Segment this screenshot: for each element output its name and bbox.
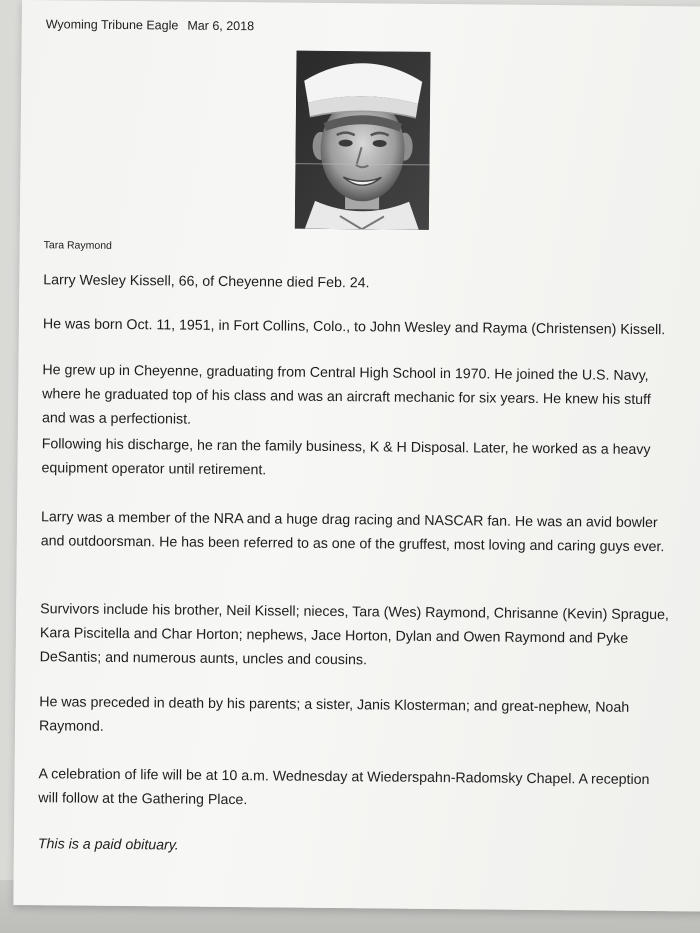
text-line: Larry was a member of the NRA and a huge drag racing and NASCAR fan. He was an avid bowler bbox=[40, 509, 658, 532]
publication-name: Wyoming Tribune Eagle bbox=[45, 17, 179, 33]
paragraph-navy-service bbox=[42, 358, 651, 436]
text-line: equipment operator until retirement. bbox=[41, 460, 267, 479]
article-header bbox=[46, 17, 254, 33]
paragraph-celebration bbox=[38, 762, 649, 816]
publication-date: Mar 6, 2018 bbox=[187, 18, 255, 34]
text-line: A celebration of life will be at 10 a.m. Wednesday at Wiederspahn-Radomsky Chapel. A reception bbox=[38, 766, 650, 789]
text-line: Raymond. bbox=[38, 718, 104, 735]
paragraph-birth bbox=[43, 312, 666, 342]
text-line: He was preceded in death by his parents; a sister, Janis Klosterman; and great-nephew, Noah bbox=[39, 694, 630, 716]
text-line: DeSantis; and numerous aunts, uncles and cousins. bbox=[39, 649, 368, 669]
text-line: will follow at the Gathering Place. bbox=[38, 790, 248, 809]
paragraph-death-notice bbox=[43, 268, 369, 295]
portrait-photo-icon bbox=[295, 51, 431, 230]
text-line: and was a perfectionist. bbox=[41, 410, 192, 428]
byline: Tara Raymond bbox=[43, 239, 112, 252]
text-line: He was born Oct. 11, 1951, in Fort Collins, Colo., to John Wesley and Rayma (Christensen) Kissell. bbox=[42, 316, 666, 339]
paragraph-survivors bbox=[40, 597, 669, 675]
text-line: He grew up in Cheyenne, graduating from Central High School in 1970. He joined the U.S. Navy, bbox=[42, 362, 649, 385]
text-line: and outdoorsman. He has been referred to as one of the gruffest, most loving and caring guys ever. bbox=[40, 533, 665, 556]
text-line: Larry Wesley Kissell, 66, of Cheyenne died Feb. 24. bbox=[43, 272, 370, 292]
paid-obituary-note bbox=[38, 832, 179, 857]
paragraph-preceded bbox=[39, 690, 629, 744]
text-line: Survivors include his brother, Neil Kissell; nieces, Tara (Wes) Raymond, Chrisanne (Kevin) Sprague, bbox=[40, 601, 669, 624]
paragraph-career bbox=[41, 432, 650, 486]
text-line: where he graduated top of his class and was an aircraft mechanic for six years. He knew his stuff bbox=[42, 386, 651, 409]
text-line: Kara Piscitella and Char Horton; nephews, Jace Horton, Dylan and Owen Raymond and Pyke bbox=[39, 625, 629, 647]
paragraph-interests bbox=[41, 505, 665, 559]
printed-page bbox=[13, 0, 700, 912]
portrait-photo bbox=[295, 51, 431, 230]
text-line: This is a paid obituary. bbox=[37, 836, 179, 854]
text-line: Following his discharge, he ran the family business, K & H Disposal. Later, he worked as a heavy bbox=[41, 436, 651, 459]
